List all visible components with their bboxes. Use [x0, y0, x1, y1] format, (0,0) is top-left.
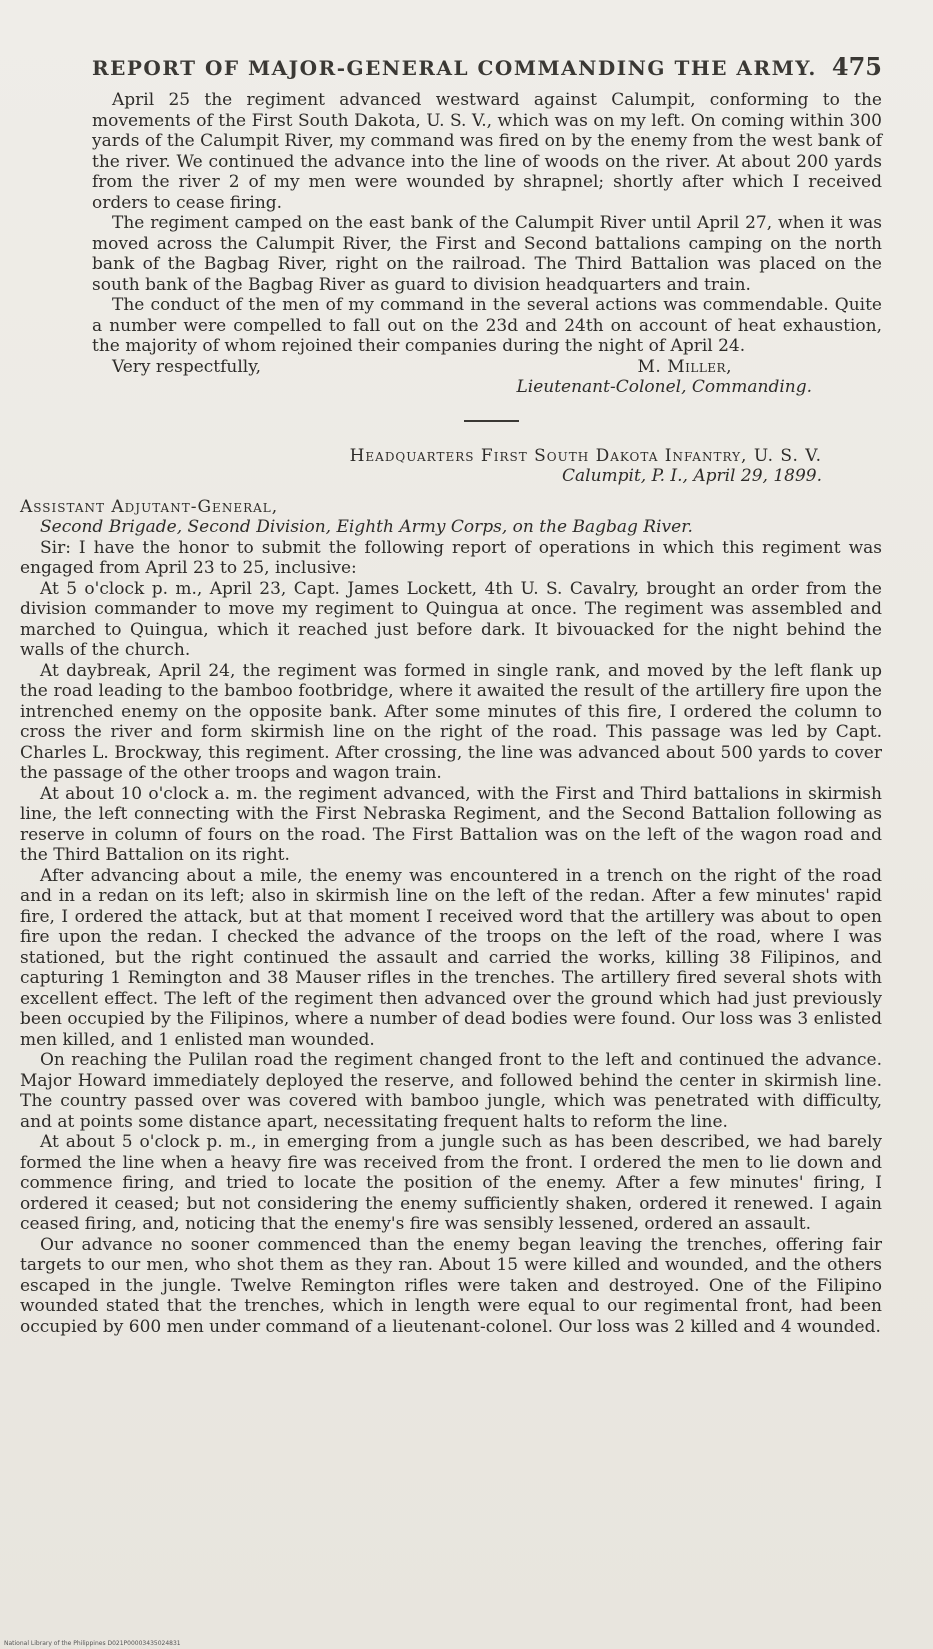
signer-name: M. Miller, [637, 356, 732, 377]
paragraph: April 25 the regiment advanced westward against Calumpit, conforming to the movements of the First South Dakota, U. S. V., which was on my left. On coming within 300 yards of the Calumpit River, my command was fired on by the enemy from the west bank of the river. We continued the advance into the line of woods on the river. At about 200 yards from the river 2 of my men were wounded by shrapnel; shortly after which I received orders to cease firing. [92, 90, 882, 213]
place-date: Calumpit, P. I., April 29, 1899. [561, 466, 822, 486]
paragraph: The conduct of the men of my command in the several actions was commendable. Quite a number were compelled to fall out on the 23d and 24th on account of heat exhaustion, the majority of whom rejoined their companies during the night of April 24. [92, 295, 882, 356]
paragraph: Our advance no sooner commenced than the enemy began leaving the trenches, offering fair targets to our men, who shot them as they ran. About 15 were killed and wounded, and the others escaped in the jungle. Twelve Remington rifles were taken and destroyed. One of the Filipino wounded stated that the trenches, which in length were equal to our regimental front, had been occupied by 600 men under command of a lieutenant-colonel. Our loss was 2 killed and 4 wounded. [20, 1234, 882, 1337]
paragraph: On reaching the Pulilan road the regiment changed front to the left and continued the advance. Major Howard immediately deployed the reserve, and followed behind the center in skirmish line. The country passed over was covered with bamboo jungle, which was penetrated with difficulty, and at points some distance apart, necessitating frequent halts to reform the line. [20, 1050, 882, 1132]
section-divider [464, 420, 519, 422]
addressee: Assistant Adjutant-General, [20, 496, 279, 517]
paragraph: The regiment camped on the east bank of the Calumpit River until April 27, when it was moved across the Calumpit River, the First and Second battalions camping on the north bank of the Bagbag River, right on the railroad. The Third Battalion was placed on the south bank of the Bagbag River as guard to division headquarters and train. [92, 213, 882, 295]
signer-title: Lieutenant-Colonel, Commanding. [516, 377, 812, 397]
report-section-1 [20, 90, 882, 398]
running-title: REPORT OF MAJOR-GENERAL COMMANDING THE ARMY. [92, 56, 817, 80]
paragraph: At about 5 o'clock p. m., in emerging from a jungle such as has been described, we had barely formed the line when a heavy fire was received from the front. I ordered the men to lie down and commence firing, and tried to locate the position of the enemy. After a few minutes' firing, I ordered it ceased; but not considering the enemy sufficiently shaken, ordered it renewed. I again ceased firing, and, noticing that the enemy's fire was sensibly lessened, ordered an assault. [20, 1132, 882, 1234]
archive-credit: National Library of the Philippines D021P00003435024831 [4, 1640, 181, 1647]
paragraph: At about 10 o'clock a. m. the regiment advanced, with the First and Third battalions in skirmish line, the left connecting with the First Nebraska Regiment, and the Second Battalion following as reserve in column of fours on the road. The First Battalion was on the left of the wagon road and the Third Battalion on its right. [20, 783, 882, 865]
closing: Very respectfully, [112, 356, 261, 377]
paragraph: At 5 o'clock p. m., April 23, Capt. James Lockett, 4th U. S. Cavalry, brought an order from the division commander to move my regiment to Quingua at once. The regiment was assembled and marched to Quingua, which it reached just before dark. It bivouacked for the night behind the walls of the church. [20, 578, 882, 660]
paragraph: At daybreak, April 24, the regiment was formed in single rank, and moved by the left flank up the road leading to the bamboo footbridge, where it awaited the result of the artillery fire upon the intrenched enemy on the opposite bank. After some minutes of this fire, I ordered the column to cross the river and form skirmish line on the right of the road. This passage was led by Capt. Charles L. Brockway, this regiment. After crossing, the line was advanced about 500 yards to cover the passage of the other troops and wagon train. [20, 660, 882, 783]
headquarters-heading: Headquarters First South Dakota Infantry, U. S. V. [349, 445, 822, 466]
page-header [92, 52, 882, 81]
report-section-2 [20, 446, 882, 1338]
page-number: 475 [831, 52, 882, 81]
signature-row [92, 357, 882, 378]
paragraph: After advancing about a mile, the enemy was encountered in a trench on the right of the road and in a redan on its left; also in skirmish line on the left of the redan. After a few minutes' rapid fire, I ordered the attack, but at that moment I received word that the artillery was about to open fire upon the redan. I checked the advance of the troops on the left of the road, where I was stationed, but the right continued the assault and carried the works, killing 38 Filipinos, and capturing 1 Remington and 38 Mauser rifles in the trenches. The artillery fired several shots with excellent effect. The left of the regiment then advanced over the ground which had just previously been occupied by the Filipinos, where a number of dead bodies were found. Our loss was 3 enlisted men killed, and 1 enlisted man wounded. [20, 865, 882, 1050]
body-text [20, 90, 882, 1337]
paragraph: Sir: I have the honor to submit the following report of operations in which this regiment was engaged from April 23 to 25, inclusive: [20, 537, 882, 578]
addressee-detail: Second Brigade, Second Division, Eighth Army Corps, on the Bagbag River. [40, 517, 693, 537]
